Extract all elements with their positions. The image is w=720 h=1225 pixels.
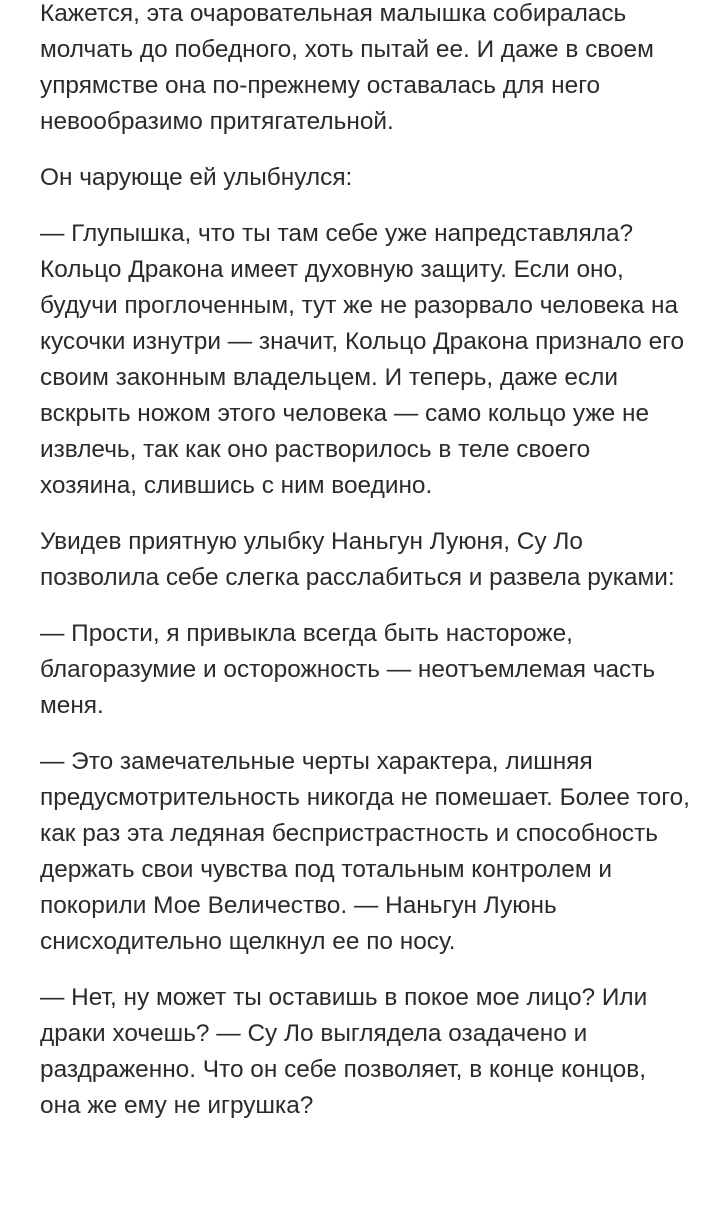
paragraph: Он чарующе ей улыбнулся: (40, 164, 353, 191)
paragraph: — Нет, ну может ты оставишь в покое мое лицо? Или драки хочешь? — Су Ло выглядела озадачено и раздраженно. Что он себе позволяет, в конце концов, она же ему не игрушка? (40, 984, 648, 1119)
paragraph: — Глупышка, что ты там себе уже напредставляла? Кольцо Дракона имеет духовную защиту. Если оно, будучи проглоченным, тут же не разорвало человека на кусочки изнутри — значит, Кольцо Дракона признало его своим законным владельцем. И теперь, даже если вскрыть ножом этого человека — само кольцо уже не извлечь, так как оно растворилось в теле своего хозяина, слившись с ним воедино. (40, 220, 685, 499)
reader-content (40, 0, 690, 1144)
paragraph: — Это замечательные черты характера, лишняя предусмотрительность никогда не помешает. Более того, как раз эта ледяная беспристрастность и способность держать свои чувства под тотальным контролем и покорили Мое Величество. — Наньгун Луюнь снисходительно щелкнул ее по носу. (40, 748, 690, 955)
paragraph: — Прости, я привыкла всегда быть настороже, благоразумие и осторожность — неотъемлемая часть меня. (40, 620, 656, 719)
paragraph: Кажется, эта очаровательная малышка собиралась молчать до победного, хоть пытай ее. И даже в своем упрямстве она по-прежнему оставалась для него невообразимо притягательной. (40, 0, 654, 135)
paragraph: Увидев приятную улыбку Наньгун Луюня, Су Ло позволила себе слегка расслабиться и развела руками: (40, 528, 675, 591)
